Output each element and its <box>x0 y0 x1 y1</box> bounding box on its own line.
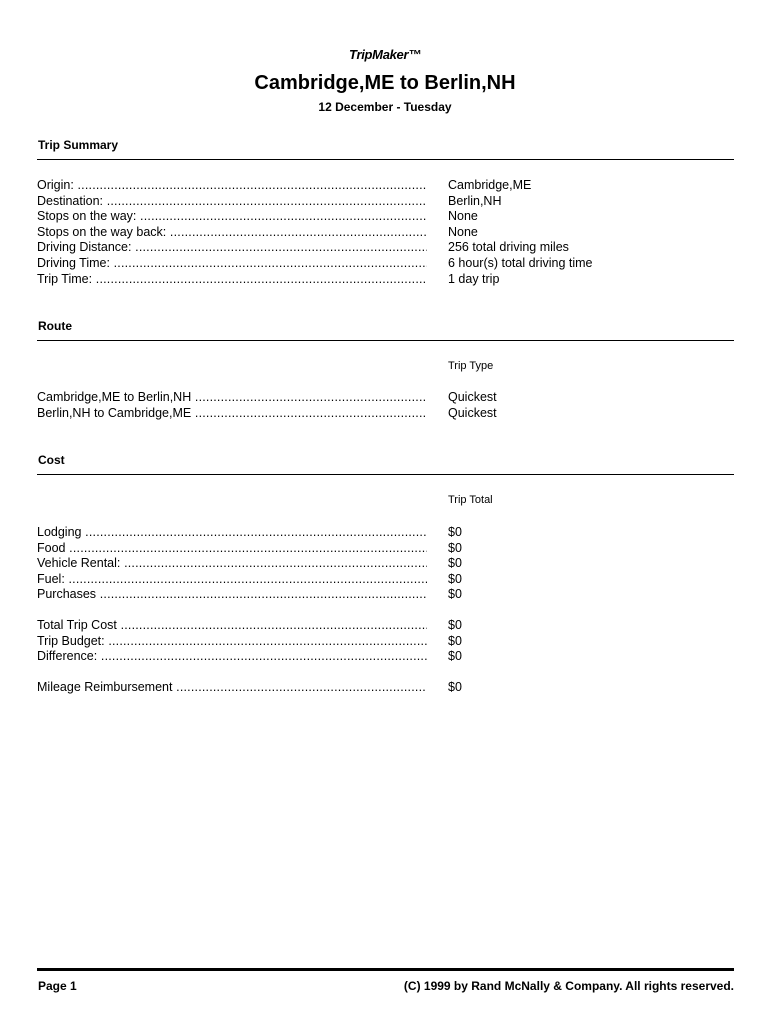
mileage-reimbursement-row <box>37 680 734 696</box>
total-label: Trip Budget: ..... <box>37 634 427 650</box>
total-row-trip-cost <box>37 618 734 634</box>
total-row-difference <box>37 649 734 665</box>
expense-label: Vehicle Rental: ..... <box>37 556 427 572</box>
route-row <box>37 406 734 422</box>
summary-row-stops-way <box>37 209 734 225</box>
summary-value: 6 hour(s) total driving time <box>448 255 593 270</box>
totals-list <box>37 618 734 665</box>
route-list <box>37 390 734 421</box>
summary-row-origin <box>37 178 734 194</box>
trip-summary-list <box>37 178 734 287</box>
route-label: Berlin,NH to Cambridge,ME ..... <box>37 406 427 422</box>
expense-row-lodging <box>37 525 734 541</box>
cost-column-header: Trip Total <box>448 494 493 506</box>
expense-row-food <box>37 541 734 557</box>
expense-label: Fuel: ..... <box>37 572 427 588</box>
summary-label: Driving Distance: ..... <box>37 240 427 256</box>
route-column-header: Trip Type <box>448 360 494 372</box>
summary-label: Stops on the way back: ..... <box>37 225 427 241</box>
reimbursement-list <box>37 680 734 696</box>
cost-divider <box>37 474 734 475</box>
trip-summary-divider <box>37 159 734 160</box>
summary-value: 1 day trip <box>448 271 500 286</box>
route-heading: Route <box>38 319 72 333</box>
expense-value: $0 <box>448 540 462 555</box>
expense-label: Lodging ..... <box>37 525 427 541</box>
expense-value: $0 <box>448 556 462 571</box>
summary-row-driving-time <box>37 256 734 272</box>
expense-label: Purchases ..... <box>37 587 427 603</box>
summary-value: Berlin,NH <box>448 193 502 208</box>
page-number: Page 1 <box>38 979 77 993</box>
total-value: $0 <box>448 633 462 648</box>
expense-list <box>37 525 734 603</box>
footer-divider <box>37 968 734 971</box>
route-row <box>37 390 734 406</box>
summary-value: None <box>448 224 478 239</box>
summary-row-distance <box>37 240 734 256</box>
summary-value: 256 total driving miles <box>448 240 569 255</box>
reimbursement-value: $0 <box>448 680 462 694</box>
summary-row-stops-back <box>37 225 734 241</box>
route-type: Quickest <box>448 390 497 404</box>
expense-value: $0 <box>448 587 462 602</box>
expense-row-vehicle-rental <box>37 556 734 572</box>
brand-name: TripMaker™ <box>349 47 421 62</box>
summary-value: Cambridge,ME <box>448 178 532 192</box>
total-label: Difference: ..... <box>37 649 427 665</box>
summary-label: Stops on the way: ..... <box>37 209 427 225</box>
route-divider <box>37 340 734 341</box>
expense-label: Food ..... <box>37 541 427 557</box>
trip-summary-heading: Trip Summary <box>38 138 119 152</box>
total-row-budget <box>37 634 734 650</box>
total-value: $0 <box>448 618 462 632</box>
expense-row-purchases <box>37 587 734 603</box>
total-label: Total Trip Cost ..... <box>37 618 427 634</box>
summary-row-trip-time <box>37 272 734 288</box>
summary-label: Driving Time: ..... <box>37 256 427 272</box>
trip-date: 12 December - Tuesday <box>318 100 452 114</box>
expense-value: $0 <box>448 525 462 539</box>
summary-label: Trip Time: ..... <box>37 272 427 288</box>
page-title: Cambridge,ME to Berlin,NH <box>254 72 516 94</box>
summary-value: None <box>448 209 478 224</box>
reimbursement-label: Mileage Reimbursement ..... <box>37 680 427 696</box>
route-label: Cambridge,ME to Berlin,NH ..... <box>37 390 427 406</box>
expense-row-fuel <box>37 572 734 588</box>
summary-row-destination <box>37 194 734 210</box>
cost-heading: Cost <box>38 453 65 467</box>
total-value: $0 <box>448 649 462 664</box>
summary-label: Origin: ..... <box>37 178 427 194</box>
route-type: Quickest <box>448 405 497 420</box>
summary-label: Destination: ..... <box>37 194 427 210</box>
copyright-notice: (C) 1999 by Rand McNally & Company. All rights reserved. <box>403 979 734 993</box>
expense-value: $0 <box>448 571 462 586</box>
